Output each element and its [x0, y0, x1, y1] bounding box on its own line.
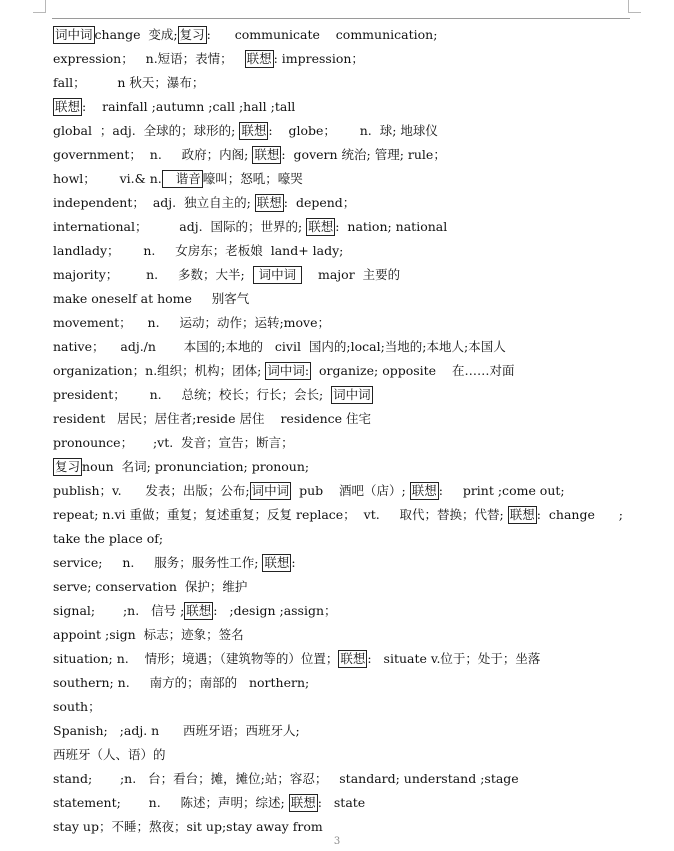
vocab-text: : situate v.位于；处于；坐落 [367, 651, 541, 666]
vocab-line [53, 311, 638, 335]
vocab-text: : communicate communication; [206, 27, 438, 42]
vocab-text: situation; n. 情形；境遇；（建筑物等的）位置； [53, 651, 339, 666]
vocab-text: pub 酒吧（店）; [291, 483, 410, 498]
vocab-text: organization；n.组织；机构；团体; [53, 363, 266, 378]
vocab-text: : change ; [536, 507, 623, 522]
boxed-tag: 联想 [308, 219, 334, 234]
vocab-text: howl； vi.& n. [53, 171, 162, 186]
vocab-line [53, 167, 638, 191]
vocab-line [53, 767, 638, 791]
vocab-text: government； n. 政府；内阁; [53, 147, 253, 162]
vocab-text: global ；adj. 全球的；球形的; [53, 123, 240, 138]
boxed-tag: 联想 [241, 123, 267, 138]
vocabulary-list [53, 23, 638, 839]
vocab-line [53, 671, 638, 695]
boxed-tag: 联想 [411, 483, 437, 498]
vocab-text: southern; n. 南方的；南部的 northern; [53, 675, 310, 690]
vocab-line [53, 239, 638, 263]
vocab-text: service; n. 服务；服务性工作; [53, 555, 263, 570]
vocab-line [53, 215, 638, 239]
vocab-text: expression； n.短语；表情； [53, 51, 245, 66]
boxed-tag: 联想 [256, 195, 282, 210]
vocab-text: : ;design ;assign； [213, 603, 337, 618]
vocab-text: : nation; national [335, 219, 448, 234]
vocab-text: fall； n 秋天；瀑布； [53, 75, 205, 90]
vocab-line [53, 647, 638, 671]
vocab-line [53, 383, 638, 431]
vocab-line [53, 431, 638, 455]
vocab-text: : rainfall ;autumn ;call ;hall ;tall [82, 99, 296, 114]
vocab-line [53, 191, 638, 215]
vocab-line [53, 119, 638, 143]
vocab-text: serve; conservation 保护；维护 [53, 579, 248, 594]
vocab-text: independent； adj. 独立自主的; [53, 195, 255, 210]
vocab-text: native； adj./n 本国的;本地的 civil 国内的;local;当地的;本地人;本国人 [53, 339, 506, 354]
boxed-tag: 联想 [264, 555, 290, 570]
vocab-line [53, 791, 638, 815]
header-rule [52, 18, 630, 19]
vocab-line [53, 455, 638, 479]
vocab-line [53, 359, 638, 383]
boxed-tag: 词中词 [254, 267, 301, 282]
boxed-tag: 谐音 [163, 171, 201, 186]
vocab-text: : state [317, 795, 366, 810]
vocab-text: statement; n. 陈述；声明；综述; [53, 795, 289, 810]
vocab-line [53, 551, 638, 575]
vocab-text: organize; opposite 在……对面 [311, 363, 515, 378]
vocab-line [53, 575, 638, 599]
boxed-tag: 联想 [55, 99, 81, 114]
vocab-text: noun 名词; pronunciation; pronoun; [82, 459, 310, 474]
vocab-line [53, 71, 638, 95]
vocab-line [53, 47, 638, 71]
vocab-text: signal; ;n. 信号 ; [53, 603, 185, 618]
vocab-text: pronounce； ;vt. 发音；宣告；断言； [53, 435, 294, 450]
boxed-tag: 复习 [179, 27, 205, 42]
vocab-text: stand; ;n. 台；看台；摊，摊位;站；容忍； standard; understand ;stage [53, 771, 519, 786]
vocab-text: : globe； n. 球; 地球仪 [268, 123, 438, 138]
vocab-line [53, 695, 638, 719]
vocab-text: publish；v. 发表；出版；公布; [53, 483, 250, 498]
boxed-tag: 词中词: [267, 363, 310, 378]
vocab-line [53, 719, 638, 743]
vocab-text: change 变成; [94, 27, 178, 42]
vocab-text: 嚎叫；怒吼；嚎哭 [202, 171, 303, 186]
vocab-line [53, 527, 638, 551]
boxed-tag: 联想 [186, 603, 212, 618]
vocab-line [53, 479, 638, 503]
vocab-text: international； adj. 国际的；世界的; [53, 219, 307, 234]
boxed-tag: 联想 [340, 651, 366, 666]
boxed-tag: 联想 [509, 507, 535, 522]
vocab-line [53, 623, 638, 647]
vocab-text: south； [53, 699, 101, 714]
vocab-text: landlady； n. 女房东；老板娘 land+ lady; [53, 243, 344, 258]
boxed-tag: 词中词 [55, 27, 93, 42]
vocab-line [53, 143, 638, 167]
vocab-line [53, 23, 638, 47]
boxed-tag: 词中词 [251, 483, 290, 498]
vocab-text: resident 居民；居住者;reside 居住 residence 住宅 [53, 411, 372, 426]
vocab-line [53, 287, 638, 311]
page-corner-mark-left [33, 0, 46, 13]
vocab-line [53, 599, 638, 623]
vocab-text: major 主要的 [302, 267, 401, 282]
boxed-tag: 联想 [290, 795, 316, 810]
boxed-tag: 联想 [254, 147, 280, 162]
vocab-line [53, 95, 638, 119]
page-corner-mark-right [628, 0, 641, 13]
vocab-line [53, 263, 638, 287]
vocab-line [53, 335, 638, 359]
vocab-text: movement； n. 运动；动作；运转;move； [53, 315, 330, 330]
vocab-text: stay up；不睡；熬夜；sit up;stay away from [53, 819, 323, 834]
boxed-tag: 复习 [55, 459, 81, 474]
vocab-text: repeat; n.vi 重做；重复；复述重复；反复 replace； vt. 取代；替换；代替; [53, 507, 508, 522]
vocab-text: majority； n. 多数；大半; [53, 267, 253, 282]
vocab-text: : govern 统治; 管理; rule； [281, 147, 446, 162]
vocab-text: : impression； [273, 51, 364, 66]
page-number: 3 [333, 836, 341, 847]
boxed-tag: 词中词 [333, 387, 371, 402]
vocab-line [53, 743, 638, 767]
vocab-text: president； n. 总统；校长；行长；会长; [53, 387, 332, 402]
vocab-text: Spanish; ;adj. n 西班牙语；西班牙人; [53, 723, 300, 738]
vocab-text: : print ;come out; [438, 483, 565, 498]
vocab-text: 西班牙（人、语）的 [53, 747, 166, 762]
vocab-line [53, 503, 638, 527]
vocab-text: : depend； [283, 195, 356, 210]
vocab-text: : [291, 555, 296, 570]
vocab-text: make oneself at home 别客气 [53, 291, 250, 306]
vocab-text: take the place of; [53, 531, 164, 546]
boxed-tag: 联想 [246, 51, 272, 66]
vocab-text: appoint ;sign 标志；迹象；签名 [53, 627, 244, 642]
